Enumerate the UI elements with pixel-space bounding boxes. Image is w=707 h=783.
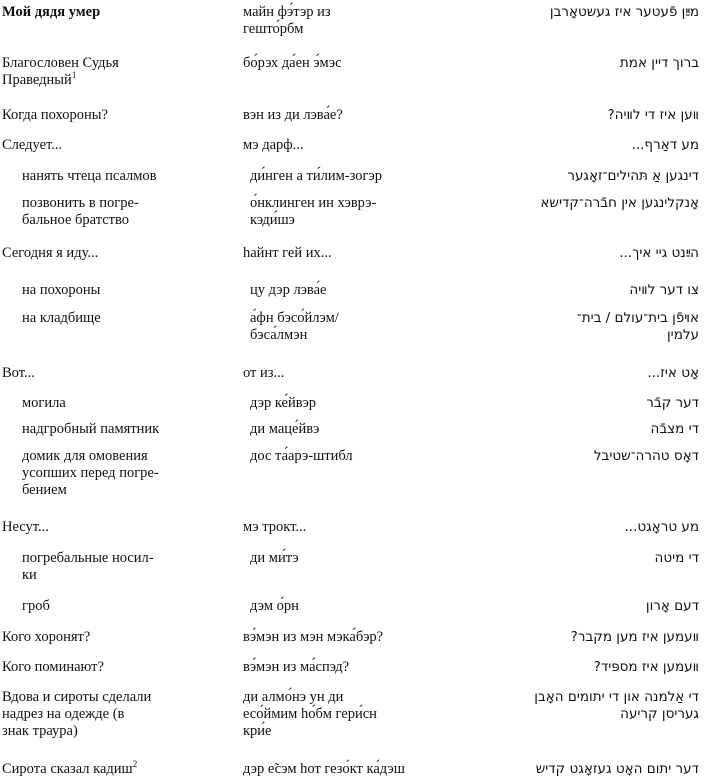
transliteration: о́нклинген ин хэврэ- кэди́шэ — [250, 195, 377, 228]
yiddish-phrase: דאָס טהרה־שטיבל — [593, 448, 699, 464]
yiddish-phrase: דער יתום האָט געזאָגט קדיש — [535, 761, 699, 777]
transliteration: мэ трокт... — [243, 519, 307, 535]
russian-phrase: Мой дядя умер — [2, 4, 101, 20]
russian-phrase — [2, 55, 224, 89]
yiddish-phrase: װעמען איז מען מקבר? — [570, 629, 699, 645]
russian-phrase: нанять чтеца псалмов — [22, 168, 157, 184]
russian-phrase: на кладбище — [22, 310, 101, 326]
russian-phrase: домик для омовения усопших перед погре- бением — [22, 448, 159, 498]
yiddish-phrase: הײַנט גיי איך... — [619, 245, 699, 261]
russian-phrase: Кого поминают? — [2, 659, 104, 675]
yiddish-phrase: די מיטה — [654, 550, 699, 566]
russian-phrase: на похороны — [22, 282, 101, 298]
transliteration: ди алмо́нэ ун ди есо́ймим hо́бм гери́сн кри́е — [243, 689, 377, 739]
transliteration: дос та́арэ-штибл — [250, 448, 353, 464]
yiddish-phrase: אױפֿן בית־עולם / בית־ עלמין — [576, 310, 699, 343]
transliteration: а́фн бэсо́йлэм/ бэса́лмэн — [250, 310, 339, 343]
russian-phrase: погребальные носил- ки — [22, 550, 154, 583]
transliteration: майн фэ́тэр из гешто́рбм — [243, 4, 331, 37]
yiddish-phrase: ברוך דיין אמת — [619, 55, 699, 71]
yiddish-phrase: אָט איז... — [647, 365, 699, 381]
russian-phrase — [2, 761, 224, 778]
russian-phrase: Несут... — [2, 519, 49, 535]
russian-phrase: позвонить в погре- бальное братство — [22, 195, 139, 228]
yiddish-phrase: דינגען אַ תּהילים־זאָגער — [567, 168, 699, 184]
russian-phrase: гроб — [22, 598, 50, 614]
russian-phrase: надгробный памятник — [22, 421, 160, 437]
transliteration: дэм о́рн — [250, 598, 299, 614]
yiddish-phrase: די מצבֿה — [650, 421, 699, 437]
transliteration: hайнт гей их... — [243, 245, 332, 261]
russian-phrase-text: Благословен Судья Праведный — [2, 55, 119, 88]
transliteration: дэр е̃сэм hот гезо́кт ка́дэш — [243, 761, 405, 777]
yiddish-phrase: די אַלמנה און די יתומים האָבן געריסן קריעה — [534, 689, 699, 722]
transliteration: вэ́мэн из ма́спэд? — [243, 659, 350, 675]
yiddish-phrase: אָנקלינגען אין חבֿרה־קדישא — [540, 195, 699, 211]
yiddish-phrase: דעם אָרון — [645, 598, 699, 614]
transliteration: ди ми́тэ — [250, 550, 299, 566]
transliteration: ди́нген а ти́лим-зогэр — [250, 168, 382, 184]
russian-phrase: Кого хоронят? — [2, 629, 91, 645]
yiddish-phrase: װען איז די לװיה? — [607, 107, 699, 123]
transliteration: цу дэр лэва́е — [250, 282, 327, 298]
yiddish-phrase: דער קבֿר — [646, 395, 699, 411]
transliteration: от из... — [243, 365, 285, 381]
yiddish-phrase: מע דאַרף... — [631, 137, 699, 153]
russian-phrase: Сегодня я иду... — [2, 245, 99, 261]
yiddish-phrase: מע טראָגט... — [624, 519, 699, 535]
russian-phrase: Следует... — [2, 137, 63, 153]
russian-phrase: Вот... — [2, 365, 35, 381]
footnote-marker: 2 — [132, 759, 138, 770]
russian-phrase-text: Сирота сказал кадиш — [2, 761, 133, 777]
transliteration: вэ́мэн из мэн мэка́бэр? — [243, 629, 384, 645]
russian-phrase: Вдова и сироты сделали надрез на одежде (в знак траура) — [2, 689, 152, 739]
yiddish-phrase: מײַן פֿעטער איז געשטאָרבן — [549, 4, 699, 20]
transliteration: ди маце́йвэ — [250, 421, 320, 437]
yiddish-phrase: װעמען איז מספּיד? — [593, 659, 699, 675]
transliteration: дэр ке́йвэр — [250, 395, 317, 411]
transliteration: бо́рэх да́ен э́мэс — [243, 55, 342, 71]
russian-phrase: могила — [22, 395, 66, 411]
transliteration: вэн из ди лэва́е? — [243, 107, 343, 123]
footnote-marker: 1 — [71, 70, 77, 81]
transliteration: мэ дарф... — [243, 137, 304, 153]
russian-phrase: Когда похороны? — [2, 107, 108, 123]
yiddish-phrase: צו דער לװיה — [629, 282, 699, 298]
